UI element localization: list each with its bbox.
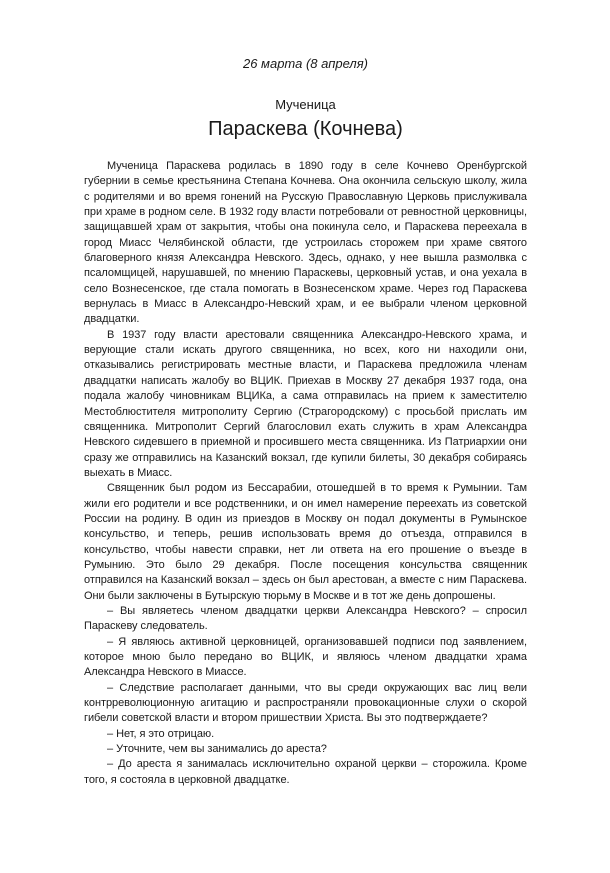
paragraph: – Вы являетесь членом двадцатки церкви Александра Невского? – спросил Параскеву следователь. xyxy=(84,604,527,633)
paragraph: Мученица Параскева родилась в 1890 году в селе Кочнево Оренбургской губернии в семье крестьянина Степана Кочнева. Она окончила сельскую школу, жила с родителями и во время гонений на Русскую Православную Церковь прислуживала при храме в родном селе. В 1932 году власти потребовали от ревностной церковницы, защищавшей храм от закрытия, чтобы она покинула село, и Параскева переехала в город Миасс Челябинской области, где устроилась сторожем при храме святого благоверного князя Александра Невского. Здесь, однако, у нее вышла размолвка с псаломщицей, нарушавшей, по мнению Параскевы, церковный устав, и она уехала в село Вознесенское, где стала помогать в Вознесенском храме. Через год Параскева вернулась в Миасс в Александро-Невский храм, и ее выбрали членом церковной двадцатки. xyxy=(84,160,527,326)
paragraph: В 1937 году власти арестовали священника Александро-Невского храма, и верующие стали искать другого священника, но всех, кого ни находили они, отказывались регистрировать местные власти, и Параскева предложила членам двадцатки написать жалобу во ВЦИК. Приехав в Москву 27 декабря 1937 года, она подала жалобу чиновникам ВЦИКа, а сама отправилась на прием к заместителю Местоблюстителя митрополиту Сергию (Страгородскому) с просьбой прислать им священника. Митрополит Сергий благословил ехать служить в храм Александра Невского сидевшего в приемной и просившего места священника. Из Патриархии они сразу же отправились на Казанский вокзал, где купили билеты, 30 декабря собираясь выехать в Миасс. xyxy=(84,328,527,479)
paragraph: – Я являюсь активной церковницей, организовавшей подписи под заявлением, которое мною было передано во ВЦИК, и являюсь членом двадцатки храма Александра Невского в Миассе. xyxy=(84,635,527,679)
paragraph: – Уточните, чем вы занимались до ареста? xyxy=(107,743,327,756)
paragraph: – Нет, я это отрицаю. xyxy=(107,727,215,740)
document-page xyxy=(84,54,527,788)
paragraph: Священник был родом из Бессарабии, отошедшей в то время к Румынии. Там жили его родители и все родственники, и он имел намерение переехать из советской России на родину. В один из приездов в Москву он подал документы в Румынское консульство, и теперь, решив использовать время до отъезда, отправился в консульство, чтобы навести справки, нет ли ответа на его прошение о въезде в Румынию. Это было 29 декабря. После посещения консульства священник отправился на Казанский вокзал – здесь он был арестован, а вместе с ним Параскева. Они были заключены в Бутырскую тюрьму в Москве и в тот же день допрошены. xyxy=(84,482,527,602)
saint-name: Параскева (Кочнева) xyxy=(208,118,403,140)
commemoration-date: 26 марта (8 апреля) xyxy=(242,56,368,71)
paragraph: – Следствие располагает данными, что вы среди окружающих вас лиц вели контрреволюционную агитацию и распространяли провокационные слухи о скорой гибели советской власти и втором пришествии Христа. Вы это подтверждаете? xyxy=(84,681,527,725)
article-body xyxy=(84,159,527,788)
paragraph: – До ареста я занималась исключительно охраной церкви – сторожила. Кроме того, я состояла в церковной двадцатке. xyxy=(84,758,527,786)
saint-rank: Мученица xyxy=(275,97,336,112)
